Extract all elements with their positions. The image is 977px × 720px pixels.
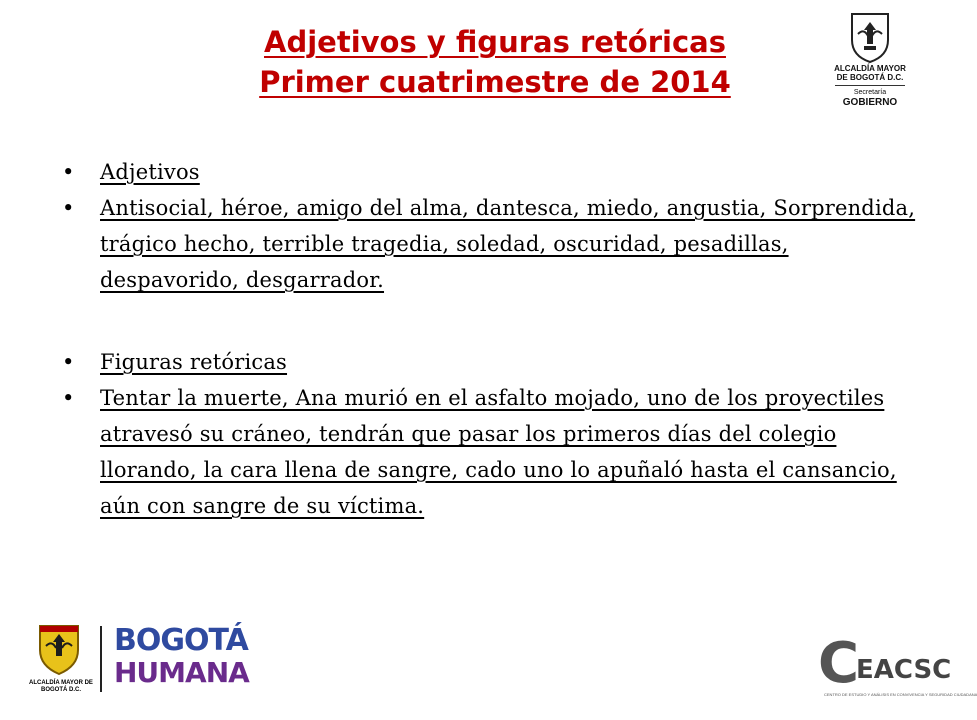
logo-text: EACSC: [856, 655, 952, 685]
list-item: [60, 190, 920, 298]
list-item: [60, 344, 920, 380]
list-item: [60, 380, 920, 524]
spacer: [60, 298, 920, 344]
crest-caption: ALCALDÍA MAYOR DE BOGOTÁ D.C.: [29, 680, 93, 693]
bullet-icon: •: [62, 196, 75, 220]
bullet-text: Adjetivos: [100, 160, 200, 184]
brand-top: BOGOTÁ: [114, 623, 248, 658]
title-line-2: Primer cuatrimestre de 2014: [259, 65, 731, 99]
alcaldia-gobierno-logo: [820, 10, 920, 120]
bullet-text: Antisocial, héroe, amigo del alma, dantesca, miedo, angustia, Sorprendida, trágico hecho, terrible tragedia, soledad, oscuridad, pesadillas, despavorido, desgarrador.: [100, 196, 916, 292]
logo-line-4: GOBIERNO: [842, 97, 898, 108]
shield-icon: [36, 622, 82, 676]
bullet-text: Tentar la muerte, Ana murió en el asfalto mojado, uno de los proyectiles atravesó su cráneo, tendrán que pasar los primeros días del colegio llorando, la cara llena de sangre, cado uno lo apuñaló hasta el cansancio, aún con sangre de su víctima.: [100, 386, 897, 518]
bullet-icon: •: [62, 160, 75, 184]
bogota-humana-logo: [28, 620, 249, 700]
logo-c: C: [818, 631, 860, 696]
crest-icon: [846, 10, 894, 64]
divider: [100, 626, 102, 692]
logo-line-3: Secretaría: [853, 89, 887, 96]
brand-bottom: HUMANA: [114, 656, 249, 689]
logo-caption: CENTRO DE ESTUDIO Y ANÁLISIS EN CONVIVENCIA Y SEGURIDAD CIUDADANA: [824, 692, 977, 697]
bullet-icon: •: [62, 350, 75, 374]
bullet-list: [60, 154, 920, 524]
bullet-icon: •: [62, 386, 75, 410]
slide-title: [150, 22, 840, 102]
list-item: [60, 154, 920, 190]
title-line-1: Adjetivos y figuras retóricas: [264, 25, 726, 59]
ceacsc-logo: [818, 631, 977, 706]
bullet-text: Figuras retóricas: [100, 350, 288, 374]
logo-line-1: ALCALDÍA MAYOR: [834, 64, 906, 73]
logo-divider: [835, 85, 905, 86]
logo-line-2: DE BOGOTÁ D.C.: [836, 73, 904, 82]
